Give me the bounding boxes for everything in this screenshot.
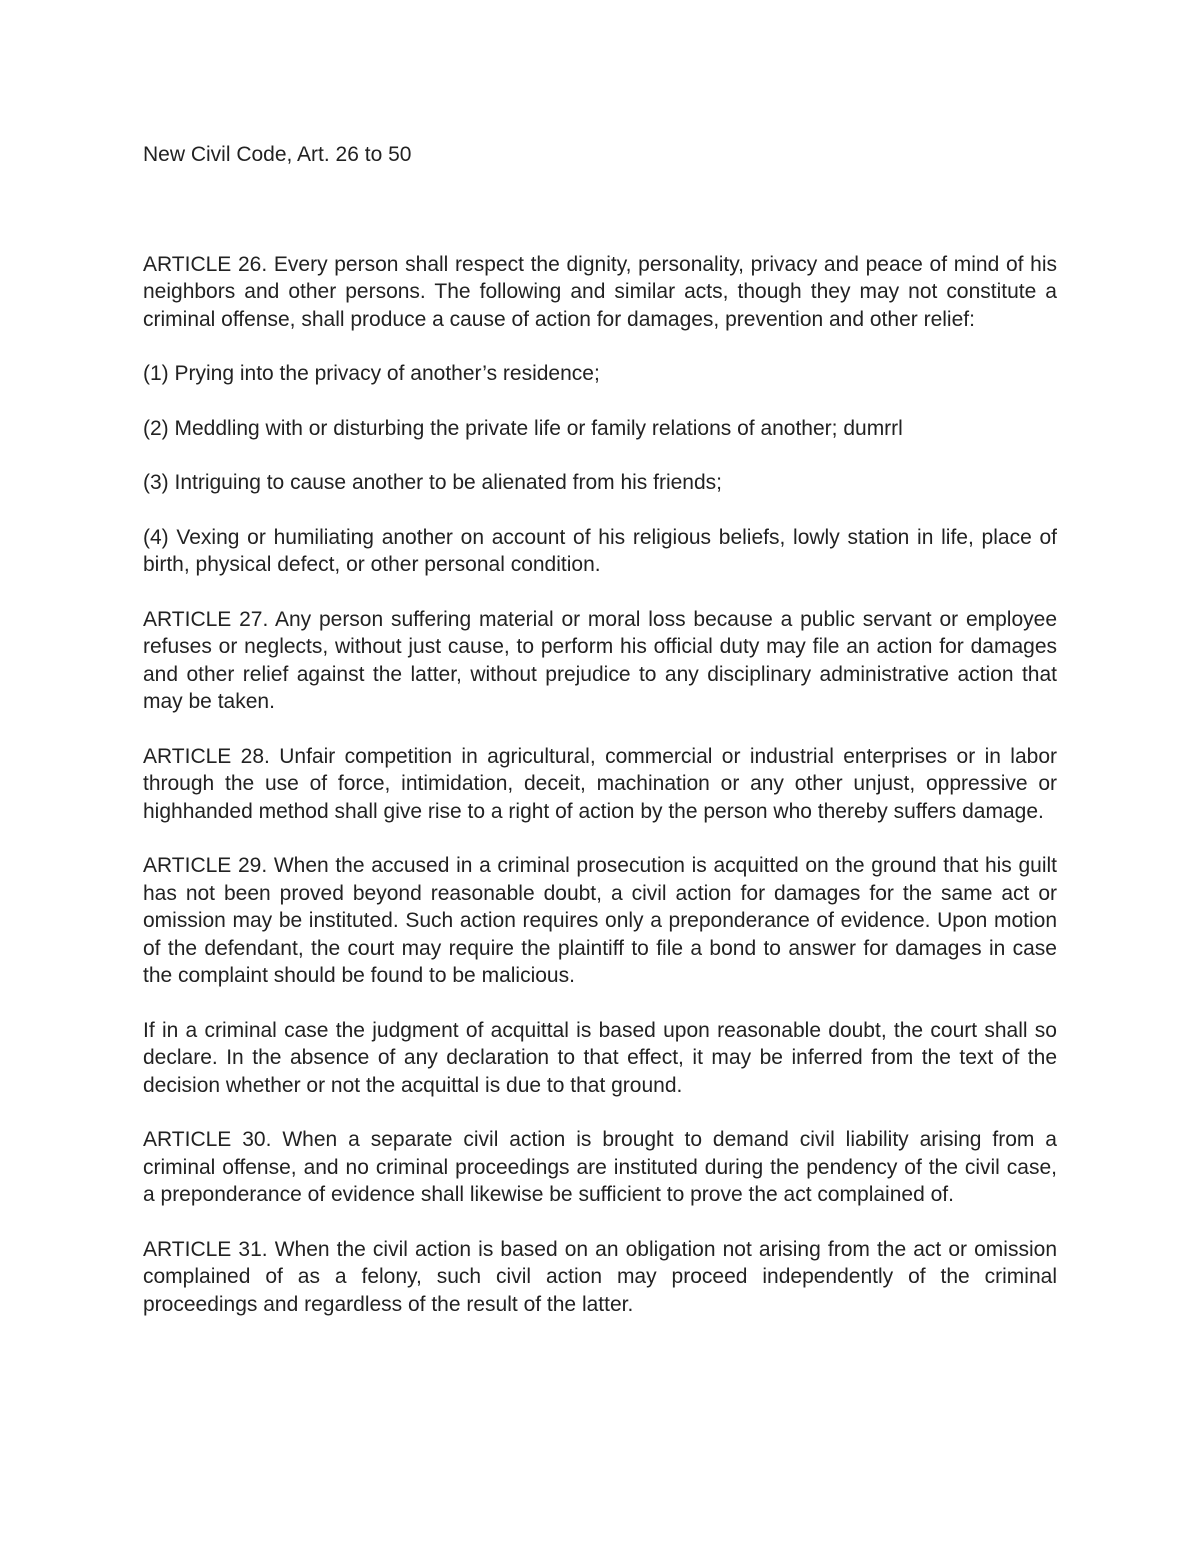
article-27-paragraph: ARTICLE 27. Any person suffering material or moral loss because a public servant or employee refuses or neglects, without just cause, to perform his official duty may file an action for damages and other relief against the latter, without prejudice to any disciplinary administrative action that may be taken. bbox=[143, 607, 1057, 713]
article-30-paragraph: ARTICLE 30. When a separate civil action is brought to demand civil liability arising from a criminal offense, and no criminal proceedings are instituted during the pendency of the civil case, a preponderance of evidence shall likewise be sufficient to prove the act complained of. bbox=[143, 1128, 1057, 1206]
article-26-item-3: (3) Intriguing to cause another to be alienated from his friends; bbox=[143, 471, 722, 494]
article-28-paragraph: ARTICLE 28. Unfair competition in agricultural, commercial or industrial enterprises or in labor through the use of force, intimidation, deceit, machination or any other unjust, oppressive or highhanded method shall give rise to a right of action by the person who thereby suffers damage. bbox=[143, 744, 1057, 823]
article-26-item-1: (1) Prying into the privacy of another’s residence; bbox=[143, 362, 600, 385]
document-body bbox=[143, 141, 1057, 1318]
document-title: New Civil Code, Art. 26 to 50 bbox=[143, 143, 412, 166]
article-26-item-4: (4) Vexing or humiliating another on account of his religious beliefs, lowly station in life, place of birth, physical defect, or other personal condition. bbox=[143, 525, 1057, 576]
article-29-second-paragraph: If in a criminal case the judgment of acquittal is based upon reasonable doubt, the court shall so declare. In the absence of any declaration to that effect, it may be inferred from the text of the decision whether or not the acquittal is due to that ground. bbox=[143, 1018, 1057, 1097]
article-26-paragraph: ARTICLE 26. Every person shall respect the dignity, personality, privacy and peace of mind of his neighbors and other persons. The following and similar acts, though they may not constitute a criminal offense, shall produce a cause of action for damages, prevention and other relief: bbox=[143, 252, 1057, 331]
article-26-item-2: (2) Meddling with or disturbing the private life or family relations of another; dumrrl bbox=[143, 416, 903, 440]
article-29-paragraph: ARTICLE 29. When the accused in a criminal prosecution is acquitted on the ground that his guilt has not been proved beyond reasonable doubt, a civil action for damages for the same act or omission may be instituted. Such action requires only a preponderance of evidence. Upon motion of the defendant, the court may require the plaintiff to file a bond to answer for damages in case the complaint should be found to be malicious. bbox=[143, 854, 1057, 987]
article-31-paragraph: ARTICLE 31. When the civil action is based on an obligation not arising from the act or omission complained of as a felony, such civil action may proceed independently of the criminal proceedings and regardless of the result of the latter. bbox=[143, 1237, 1057, 1316]
